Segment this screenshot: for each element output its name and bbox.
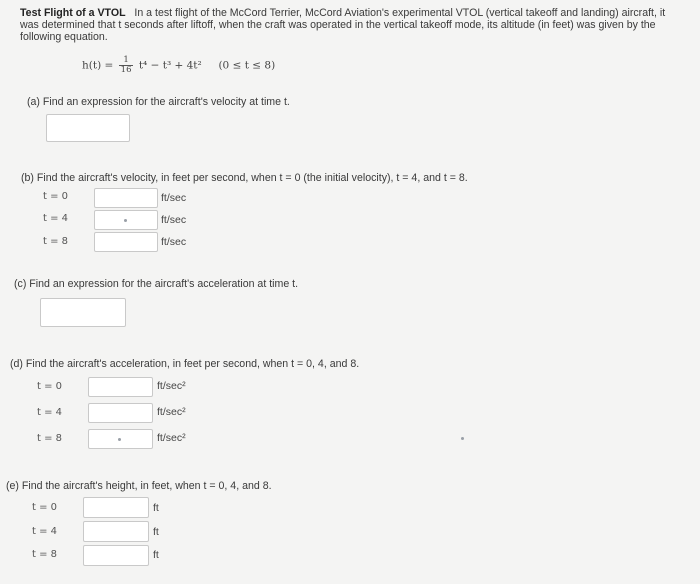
fraction-numerator: 1 — [119, 56, 134, 66]
problem-text: In a test flight of the McCord Terrier, McCord Aviation's experimental VTOL (vertical takeoff and landing) aircraft, it was determined that t seconds after liftoff, when the craft was operated in the vertical takeoff mode, its altitude (in feet) was given by the following equation. — [20, 7, 666, 44]
part-e-input-t0[interactable] — [83, 497, 149, 518]
part-b-unit-t0: ft/sec — [161, 192, 187, 204]
fraction-denominator: 16 — [120, 65, 132, 75]
equation-domain: (0 ≤ t ≤ 8) — [218, 59, 276, 72]
part-b-label-t8: t = 8 — [43, 236, 69, 247]
part-d-unit-t4: ft/sec² — [157, 406, 186, 418]
part-e-unit-t4: ft — [153, 526, 159, 538]
stray-dot-mark — [461, 437, 464, 440]
equation-rhs: t⁴ − t³ + 4t² — [138, 59, 202, 72]
input-cursor-mark — [124, 219, 127, 222]
part-b-label-t4: t = 4 — [43, 213, 69, 224]
part-d-unit-t0: ft/sec² — [157, 380, 186, 392]
problem-intro — [20, 7, 680, 44]
part-b-unit-t4: ft/sec — [161, 214, 187, 226]
part-a-answer-input[interactable] — [46, 114, 130, 142]
part-d-label-t0: t = 0 — [37, 381, 63, 392]
part-e-label-t8: t = 8 — [32, 549, 58, 560]
part-b-prompt: (b) Find the aircraft's velocity, in feet per second, when t = 0 (the initial velocity), t = 4, and t = 8. — [21, 172, 468, 184]
part-b-input-t8[interactable] — [94, 232, 158, 252]
part-d-unit-t8: ft/sec² — [157, 432, 186, 444]
part-e-label-t0: t = 0 — [32, 502, 58, 513]
part-e-unit-t8: ft — [153, 549, 159, 561]
part-e-label-t4: t = 4 — [32, 526, 58, 537]
part-c-prompt: (c) Find an expression for the aircraft's acceleration at time t. — [14, 278, 299, 290]
equation-fraction — [119, 56, 134, 75]
part-d-label-t4: t = 4 — [37, 407, 63, 418]
part-d-input-t0[interactable] — [88, 377, 153, 397]
problem-title: Test Flight of a VTOL — [20, 7, 126, 19]
part-b-unit-t8: ft/sec — [161, 236, 187, 248]
part-d-label-t8: t = 8 — [37, 433, 63, 444]
part-d-input-t4[interactable] — [88, 403, 153, 423]
part-a-prompt: (a) Find an expression for the aircraft's velocity at time t. — [27, 96, 290, 108]
part-b-label-t0: t = 0 — [43, 191, 69, 202]
part-e-input-t4[interactable] — [83, 521, 149, 542]
part-d-prompt: (d) Find the aircraft's acceleration, in feet per second, when t = 0, 4, and 8. — [10, 358, 360, 370]
part-c-answer-input[interactable] — [40, 298, 126, 327]
part-e-input-t8[interactable] — [83, 545, 149, 566]
height-equation — [82, 56, 275, 75]
part-b-input-t0[interactable] — [94, 188, 158, 208]
part-e-unit-t0: ft — [153, 502, 159, 514]
equation-lhs: h(t) = — [82, 59, 114, 72]
part-e-prompt: (e) Find the aircraft's height, in feet, when t = 0, 4, and 8. — [6, 480, 272, 492]
input-cursor-mark — [118, 438, 121, 441]
